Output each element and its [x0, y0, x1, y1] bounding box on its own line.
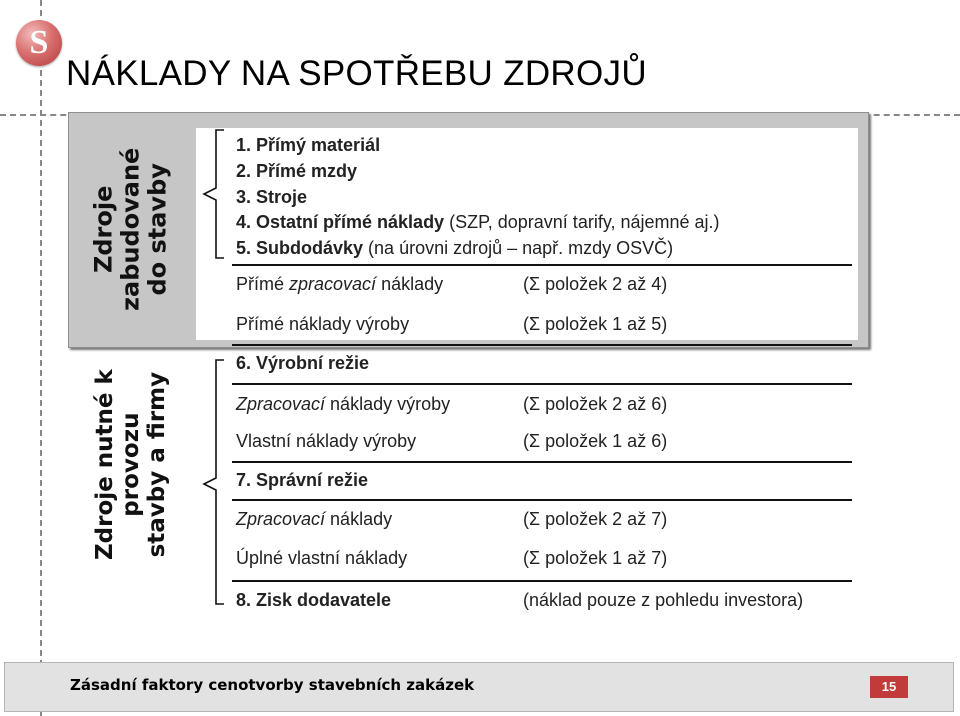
divider: [232, 264, 852, 266]
divider: [232, 461, 852, 463]
row-text: náklady výroby: [325, 394, 451, 414]
row-note: (náklad pouze z pohledu investora): [523, 590, 804, 610]
row-sum: (Σ položek 2 až 7): [523, 509, 668, 529]
row-processing-costs: [236, 509, 392, 530]
brace-top-icon: [200, 128, 228, 260]
item-note: (SZP, dopravní tarify, nájemné aj.): [444, 212, 720, 232]
item-production-overhead: 6. Výrobní režie: [236, 353, 370, 373]
vertical-dashed-guide: [40, 0, 42, 716]
label-line: Zdroje nutné k: [91, 369, 118, 561]
item-direct-material: 1. Přímý materiál: [236, 135, 381, 155]
label-line: zabudované: [116, 147, 145, 311]
brace-bottom-icon: [200, 358, 228, 606]
row-text: náklady: [376, 274, 444, 294]
materials-list-area: [196, 128, 858, 340]
item-administrative-overhead: 7. Správní režie: [236, 470, 369, 490]
row-full-own-costs: Úplné vlastní náklady: [236, 548, 408, 568]
row-own-production-costs: Vlastní náklady výroby: [236, 431, 417, 451]
item-direct-wages: 2. Přímé mzdy: [236, 161, 358, 181]
row-sum: (Σ položek 2 až 4): [523, 274, 668, 294]
row-sum: (Σ položek 1 až 7): [523, 548, 668, 568]
label-line: do stavby: [143, 162, 172, 296]
cs-logo-icon: [16, 20, 62, 66]
divider: [232, 344, 852, 346]
divider: [232, 580, 852, 582]
item-other-direct-costs: [236, 212, 720, 233]
label-line: stavby a firmy: [142, 372, 169, 558]
label-group-operations: [70, 352, 192, 578]
row-sum: (Σ položek 1 až 6): [523, 431, 668, 451]
row-text-italic: Zpracovací: [236, 394, 326, 414]
row-sum: (Σ položek 1 až 5): [523, 314, 668, 334]
item-label: 4. Ostatní přímé náklady: [236, 212, 445, 232]
item-label: 5. Subdodávky: [236, 238, 364, 258]
label-line: provozu: [117, 412, 144, 518]
label-group-built-in: [70, 120, 192, 338]
divider: [232, 383, 852, 385]
footer-title: Zásadní faktory cenotvorby stavebních zakázek: [70, 676, 475, 694]
row-processing-production-costs: [236, 394, 450, 415]
logo-letter: S: [29, 24, 49, 61]
item-machines: 3. Stroje: [236, 187, 308, 207]
row-text: Přímé: [236, 274, 290, 294]
row-direct-production-costs: Přímé náklady výroby: [236, 314, 410, 334]
page-title: NÁKLADY NA SPOTŘEBU ZDROJŮ: [66, 54, 647, 93]
item-contractor-profit: 8. Zisk dodavatele: [236, 590, 392, 610]
row-sum: (Σ položek 2 až 6): [523, 394, 668, 414]
row-direct-processing-costs: [236, 274, 443, 295]
label-line: Zdroje: [89, 185, 118, 273]
row-text-italic: Zpracovací: [236, 509, 326, 529]
item-subcontracts: [236, 238, 673, 259]
row-text-italic: zpracovací: [289, 274, 377, 294]
page-number-badge: 15: [870, 676, 908, 698]
item-note: (na úrovni zdrojů – např. mzdy OSVČ): [363, 238, 674, 258]
divider: [232, 499, 852, 501]
row-text: náklady: [325, 509, 393, 529]
